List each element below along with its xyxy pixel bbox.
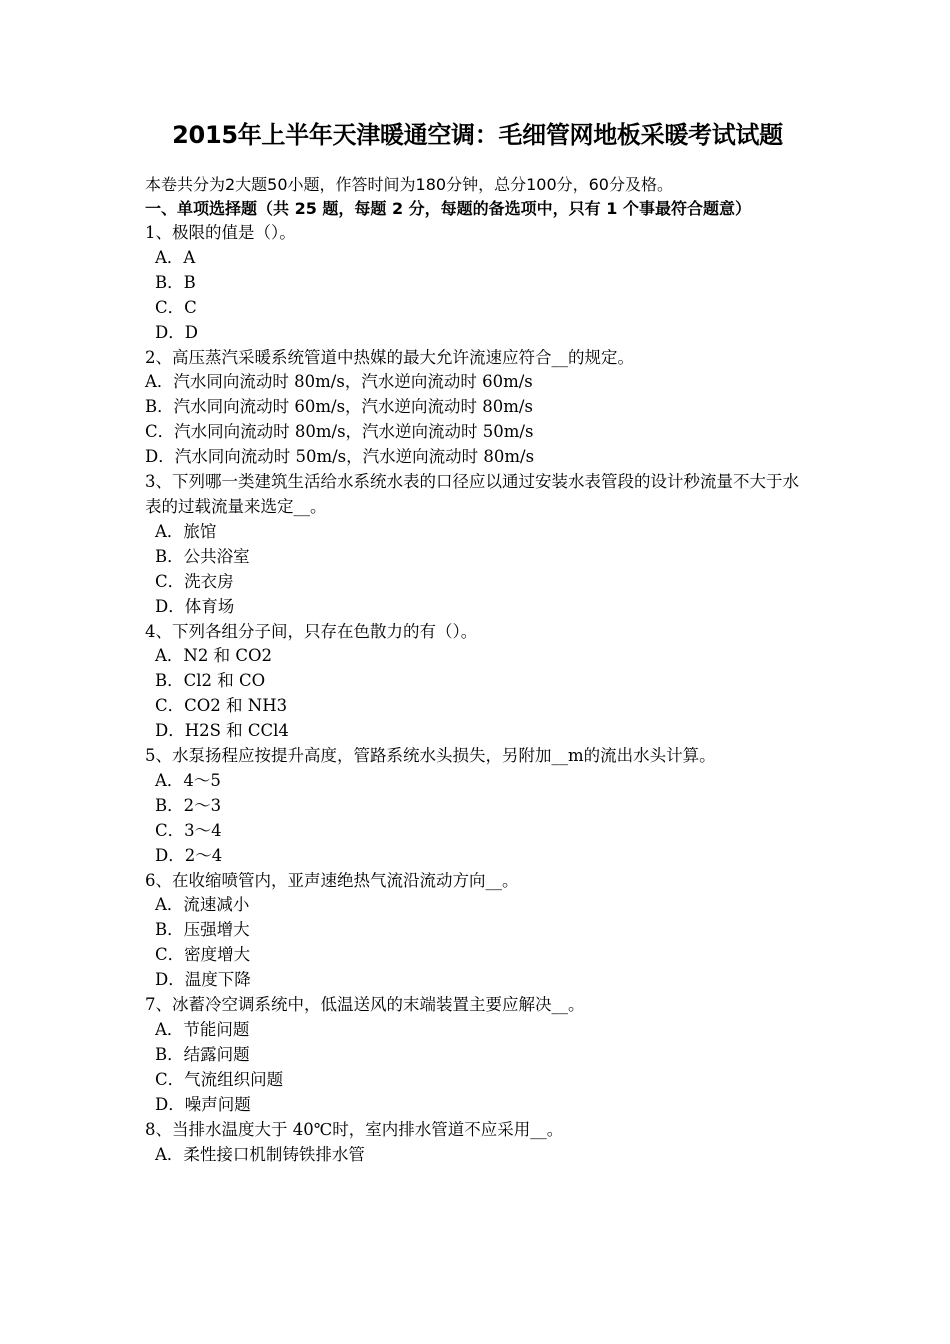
question-text: 3、下列哪一类建筑生活给水系统水表的口径应以通过安装水表管段的设计秒流量不大于水表的过载流量来选定__。 (145, 472, 799, 516)
option: B．Cl2 和 CO (155, 671, 266, 691)
option: C．气流组织问题 (155, 1069, 284, 1089)
option: C．洗衣房 (155, 571, 234, 591)
option: B．结露问题 (155, 1044, 250, 1064)
option: B．汽水同向流动时 60m/s，汽水逆向流动时 80m/s (145, 397, 533, 417)
option: B．2～3 (155, 795, 222, 815)
option: C．密度增大 (155, 945, 251, 965)
option: C．汽水同向流动时 80m/s，汽水逆向流动时 50m/s (145, 422, 534, 442)
option: A．A (155, 247, 196, 267)
option: D．温度下降 (155, 970, 251, 990)
question-7 (145, 993, 810, 1118)
option: C．C (155, 297, 197, 317)
question-text: 4、下列各组分子间，只存在色散力的有（）。 (145, 621, 478, 641)
question-2 (145, 346, 810, 471)
question-6 (145, 869, 810, 994)
option: C．3～4 (155, 820, 222, 840)
question-1 (145, 221, 810, 346)
question-text: 2、高压蒸汽采暖系统管道中热媒的最大允许流速应符合__的规定。 (145, 347, 634, 367)
option: D．2～4 (155, 845, 223, 865)
option: A．柔性接口机制铸铁排水管 (155, 1144, 365, 1164)
question-8 (145, 1118, 810, 1168)
option: D．体育场 (155, 596, 235, 616)
option: D．汽水同向流动时 50m/s，汽水逆向流动时 80m/s (145, 447, 535, 467)
option: B．压强增大 (155, 920, 250, 940)
question-3 (145, 470, 810, 619)
question-5 (145, 744, 810, 869)
option: B．B (155, 272, 196, 292)
option: A．流速减小 (155, 895, 250, 915)
option: A．汽水同向流动时 80m/s，汽水逆向流动时 60m/s (145, 372, 533, 392)
question-text: 1、极限的值是（）。 (145, 223, 296, 242)
option: D．H2S 和 CCl4 (155, 721, 289, 741)
option: D．噪声问题 (155, 1094, 251, 1114)
question-4 (145, 620, 810, 745)
section-heading: 一、单项选择题（共 25 题，每题 2 分，每题的备选项中，只有 1 个事最符合题意） (145, 199, 751, 218)
document-title: 2015年上半年天津暖通空调：毛细管网地板采暖考试试题 (172, 121, 783, 149)
question-text: 8、当排水温度大于 40℃时，室内排水管道不应采用__。 (145, 1119, 564, 1139)
question-text: 7、冰蓄冷空调系统中，低温送风的末端装置主要应解决__。 (145, 995, 585, 1015)
option: D．D (155, 322, 198, 342)
option: A．N2 和 CO2 (155, 646, 272, 666)
question-text: 6、在收缩喷管内，亚声速绝热气流沿流动方向__。 (145, 870, 519, 890)
exam-intro: 本卷共分为2大题50小题，作答时间为180分钟，总分100分，60分及格。 (145, 175, 673, 194)
option: C．CO2 和 NH3 (155, 696, 288, 716)
option: A．旅馆 (155, 521, 217, 541)
question-text: 5、水泵扬程应按提升高度，管路系统水头损失，另附加__m的流出水头计算。 (145, 746, 716, 766)
option: A．节能问题 (155, 1020, 250, 1039)
option: A．4～5 (155, 770, 221, 790)
option: B．公共浴室 (155, 546, 250, 566)
